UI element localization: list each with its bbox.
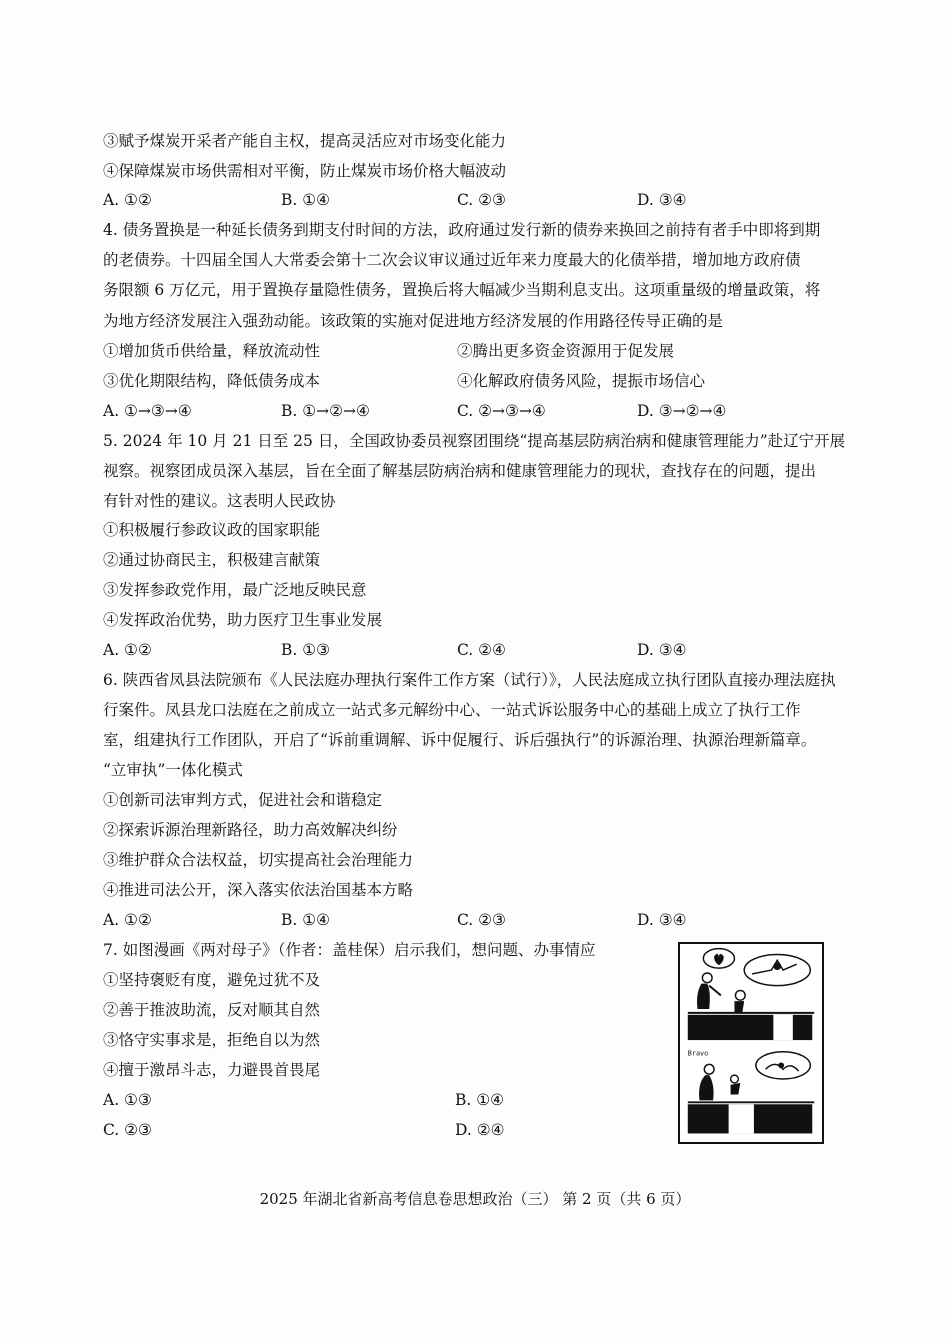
q6-statement-3: ③维护群众合法权益，切实提高社会治理能力 xyxy=(103,851,414,869)
q6-option-b: B. ①④ xyxy=(281,911,331,929)
q7-statement-3: ③恪守实事求是，拒绝自以为然 xyxy=(103,1031,321,1049)
q5-statement-2: ②通过协商民主，积极建言献策 xyxy=(103,551,321,569)
q4-statement-1: ①增加货币供给量，释放流动性 xyxy=(103,342,321,360)
q7-statement-1: ①坚持褒贬有度，避免过犹不及 xyxy=(103,971,321,989)
cartoon-speech-text: Bravo xyxy=(687,1049,709,1058)
q3-statement-4: ④保障煤炭市场供需相对平衡，防止煤炭市场价格大幅波动 xyxy=(103,162,507,180)
q5-statement-3: ③发挥参政党作用，最广泛地反映民意 xyxy=(103,581,367,599)
q6-stem-line: 6. 陕西省凤县法院颁布《人民法庭办理执行案件工作方案（试行）》，人民法庭成立执行团队直接办理法庭执 xyxy=(103,671,836,689)
q7-stem: 7. 如图漫画《两对母子》（作者：盖桂保）启示我们，想问题、办事情应 xyxy=(103,941,596,959)
q7-option-d: D. ②④ xyxy=(455,1121,505,1139)
q4-option-d: D. ③→②→④ xyxy=(637,402,727,420)
q4-option-a: A. ①→③→④ xyxy=(103,402,192,420)
q4-option-b: B. ①→②→④ xyxy=(281,402,370,420)
q3-option-d: D. ③④ xyxy=(637,191,687,209)
q4-stem-line: 4. 债务置换是一种延长债务到期支付时间的方法，政府通过发行新的债券来换回之前持有者手中即将到期 xyxy=(103,221,821,239)
q6-stem-line: 行案件。凤县龙口法庭在之前成立一站式多元解纷中心、一站式诉讼服务中心的基础上成立了执行工作 xyxy=(103,701,801,719)
q6-option-c: C. ②③ xyxy=(457,911,506,929)
q4-stem-line: 务限额 6 万亿元，用于置换存量隐性债务，置换后将大幅减少当期利息支出。这项重量级的增量政策，将 xyxy=(103,281,821,299)
page-footer: 2025 年湖北省新高考信息卷思想政治（三） 第 2 页（共 6 页） xyxy=(259,1190,691,1208)
q5-option-d: D. ③④ xyxy=(637,641,687,659)
q4-statement-2: ②腾出更多资金资源用于促发展 xyxy=(457,342,675,360)
q7-statement-4: ④擅于激昂斗志，力避畏首畏尾 xyxy=(103,1061,321,1079)
q5-stem-line: 视察。视察团成员深入基层，旨在全面了解基层防病治病和健康管理能力的现状，查找存在的问题，提出 xyxy=(103,462,817,480)
q4-statement-4: ④化解政府债务风险，提振市场信心 xyxy=(457,372,706,390)
q7-option-c: C. ②③ xyxy=(103,1121,152,1139)
q4-statement-3: ③优化期限结构，降低债务成本 xyxy=(103,372,321,390)
q5-stem-line: 有针对性的建议。这表明人民政协 xyxy=(103,492,336,510)
q5-option-a: A. ①② xyxy=(103,641,152,659)
q7-option-b: B. ①④ xyxy=(455,1091,505,1109)
q3-statement-3: ③赋予煤炭开采者产能自主权，提高灵活应对市场变化能力 xyxy=(103,132,507,150)
q6-stem-line: “立审执”一体化模式 xyxy=(103,761,243,779)
q6-statement-1: ①创新司法审判方式，促进社会和谐稳定 xyxy=(103,791,383,809)
q6-statement-2: ②探索诉源治理新路径，助力高效解决纠纷 xyxy=(103,821,398,839)
q5-statement-4: ④发挥政治优势，助力医疗卫生事业发展 xyxy=(103,611,383,629)
cartoon-two-mothers-and-sons xyxy=(678,942,824,1144)
q6-stem-line: 室，组建执行工作团队，开启了“诉前重调解、诉中促履行、诉后强执行”的诉源治理、执源治理新篇章。 xyxy=(103,731,817,749)
q3-option-c: C. ②③ xyxy=(457,191,506,209)
q6-option-d: D. ③④ xyxy=(637,911,687,929)
q5-stem-line: 5. 2024 年 10 月 21 日至 25 日，全国政协委员视察团围绕“提高基层防病治病和健康管理能力”赴辽宁开展 xyxy=(103,432,846,450)
q6-option-a: A. ①② xyxy=(103,911,152,929)
q4-stem-line: 的老债券。十四届全国人大常委会第十二次会议审议通过近年来力度最大的化债举措，增加地方政府债 xyxy=(103,251,801,269)
q3-option-b: B. ①④ xyxy=(281,191,331,209)
q5-statement-1: ①积极履行参政议政的国家职能 xyxy=(103,521,321,539)
q5-option-b: B. ①③ xyxy=(281,641,331,659)
q7-option-a: A. ①③ xyxy=(103,1091,152,1109)
q6-statement-4: ④推进司法公开，深入落实依法治国基本方略 xyxy=(103,881,414,899)
q5-option-c: C. ②④ xyxy=(457,641,506,659)
q7-statement-2: ②善于推波助流，反对顺其自然 xyxy=(103,1001,321,1019)
q4-option-c: C. ②→③→④ xyxy=(457,402,546,420)
q4-stem-line: 为地方经济发展注入强劲动能。该政策的实施对促进地方经济发展的作用路径传导正确的是 xyxy=(103,312,724,330)
q3-option-a: A. ①② xyxy=(103,191,152,209)
